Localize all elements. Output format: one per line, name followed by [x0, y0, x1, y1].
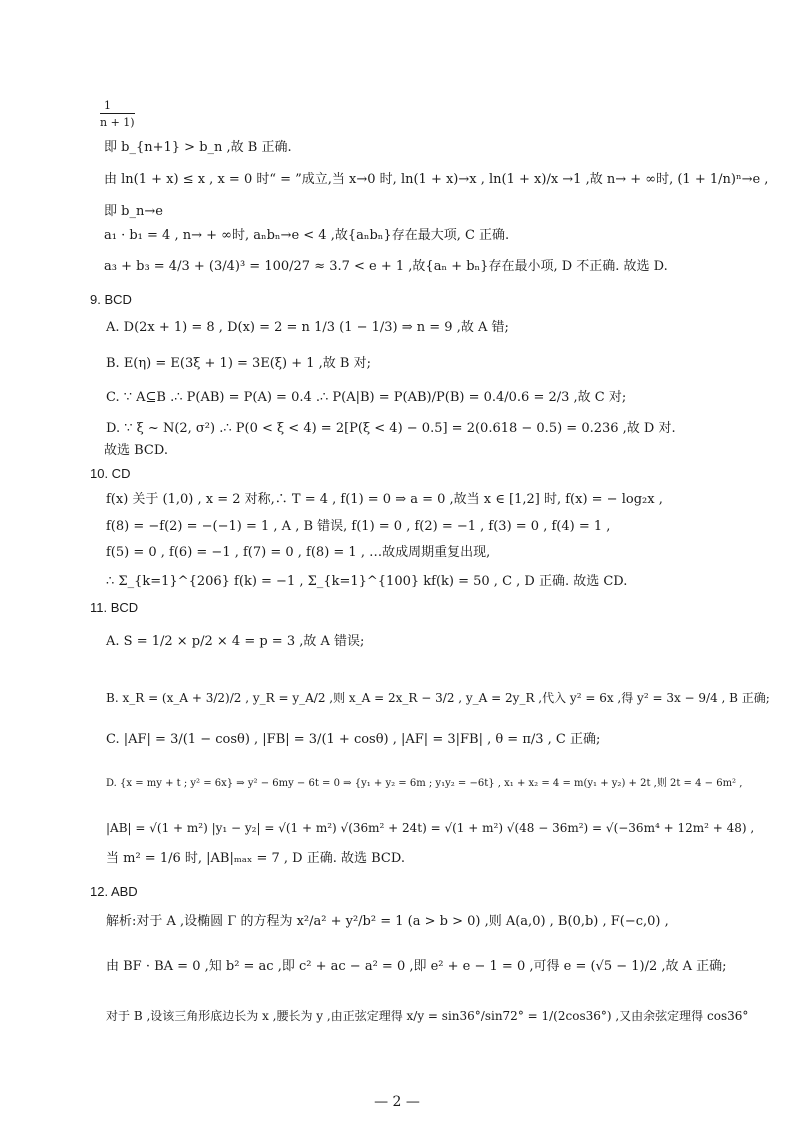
- text-line: a₃ + b₃ = 4/3 + (3/4)³ = 100/27 ≈ 3.7 < e + 1 ,故{aₙ + bₙ}存在最小项, D 不正确. 故选 D.: [104, 259, 668, 274]
- text-line: 对于 B ,设该三角形底边长为 x ,腰长为 y ,由正弦定理得 x/y = sin36°/sin72° = 1/(2cos36°) ,又由余弦定理得 cos36°: [106, 1009, 749, 1023]
- text-line: 解析:对于 A ,设椭圆 Γ 的方程为 x²/a² + y²/b² = 1 (a > b > 0) ,则 A(a,0) , B(0,b) , F(−c,0) ,: [106, 914, 669, 929]
- text-line: C. ∵ A⊆B .∴ P(AB) = P(A) = 0.4 .∴ P(A|B) = P(AB)/P(B) = 0.4/0.6 = 2/3 ,故 C 对;: [106, 390, 627, 405]
- text-line: B. x_R = (x_A + 3/2)/2 , y_R = y_A/2 ,则 x_A = 2x_R − 3/2 , y_A = 2y_R ,代入 y² = 6x ,得 y² = 3x − 9/4 , B 正确;: [106, 691, 770, 705]
- text-line: 由 ln(1 + x) ≤ x , x = 0 时“ = ”成立,当 x→0 时, ln(1 + x)→x , ln(1 + x)/x →1 ,故 n→ + ∞时, (1 + 1/n)ⁿ→e ,: [104, 172, 769, 187]
- text-line: 即 b_n→e: [104, 204, 163, 219]
- text-line: f(5) = 0 , f(6) = −1 , f(7) = 0 , f(8) = 1 , …故成周期重复出现,: [106, 545, 491, 560]
- fraction-numerator: 1: [104, 99, 111, 112]
- text-line: C. |AF| = 3/(1 − cosθ) , |FB| = 3/(1 + cosθ) , |AF| = 3|FB| , θ = π/3 , C 正确;: [106, 732, 601, 747]
- text-line: |AB| = √(1 + m²) |y₁ − y₂| = √(1 + m²) √(36m² + 24t) = √(1 + m²) √(48 − 36m²) = √(−36m⁴ + 12m² + 48) ,: [106, 821, 755, 835]
- text-line: A. D(2x + 1) = 8 , D(x) = 2 = n 1/3 (1 − 1/3) ⇒ n = 9 ,故 A 错;: [106, 320, 509, 335]
- text-line: 即 b_{n+1} > b_n ,故 B 正确.: [104, 140, 292, 155]
- text-line: f(x) 关于 (1,0) , x = 2 对称,∴ T = 4 , f(1) = 0 ⇒ a = 0 ,故当 x ∈ [1,2] 时, f(x) = − log₂x ,: [106, 492, 663, 507]
- text-line: D. ∵ ξ ~ N(2, σ²) .∴ P(0 < ξ < 4) = 2[P(ξ < 4) − 0.5] = 2(0.618 − 0.5) = 0.236 ,故 D 对.: [106, 421, 676, 436]
- text-line: f(8) = −f(2) = −(−1) = 1 , A , B 错误, f(1) = 0 , f(2) = −1 , f(3) = 0 , f(4) = 1 ,: [106, 519, 611, 534]
- text-line: 当 m² = 1/6 时, |AB|ₘₐₓ = 7 , D 正确. 故选 BCD.: [106, 851, 405, 866]
- question-number: 10. CD: [90, 466, 131, 481]
- text-line: 故选 BCD.: [104, 443, 168, 458]
- question-number: 11. BCD: [90, 600, 139, 615]
- page-number: — 2 —: [374, 1094, 420, 1110]
- text-line: a₁ · b₁ = 4 , n→ + ∞时, aₙbₙ→e < 4 ,故{aₙbₙ}存在最大项, C 正确.: [104, 228, 510, 243]
- question-number: 12. ABD: [90, 884, 138, 899]
- text-line: B. E(η) = E(3ξ + 1) = 3E(ξ) + 1 ,故 B 对;: [106, 356, 372, 371]
- text-line: 由 BF · BA = 0 ,知 b² = ac ,即 c² + ac − a² = 0 ,即 e² + e − 1 = 0 ,可得 e = (√5 − 1)/2 ,故 A 正确;: [106, 959, 727, 974]
- text-line: D. {x = my + t ; y² = 6x} ⇒ y² − 6my − 6t = 0 ⇒ {y₁ + y₂ = 6m ; y₁y₂ = −6t} , x₁ + x₂ = 4 = m(y₁ + y₂) + 2t ,则 2t = 4 − 6m² ,: [106, 778, 743, 789]
- text-line: ∴ Σ_{k=1}^{206} f(k) = −1 , Σ_{k=1}^{100} kf(k) = 50 , C , D 正确. 故选 CD.: [106, 574, 628, 589]
- text-line: A. S = 1/2 × p/2 × 4 = p = 3 ,故 A 错误;: [106, 634, 365, 649]
- fraction-denominator: n + 1): [100, 113, 135, 131]
- question-number: 9. BCD: [90, 292, 132, 307]
